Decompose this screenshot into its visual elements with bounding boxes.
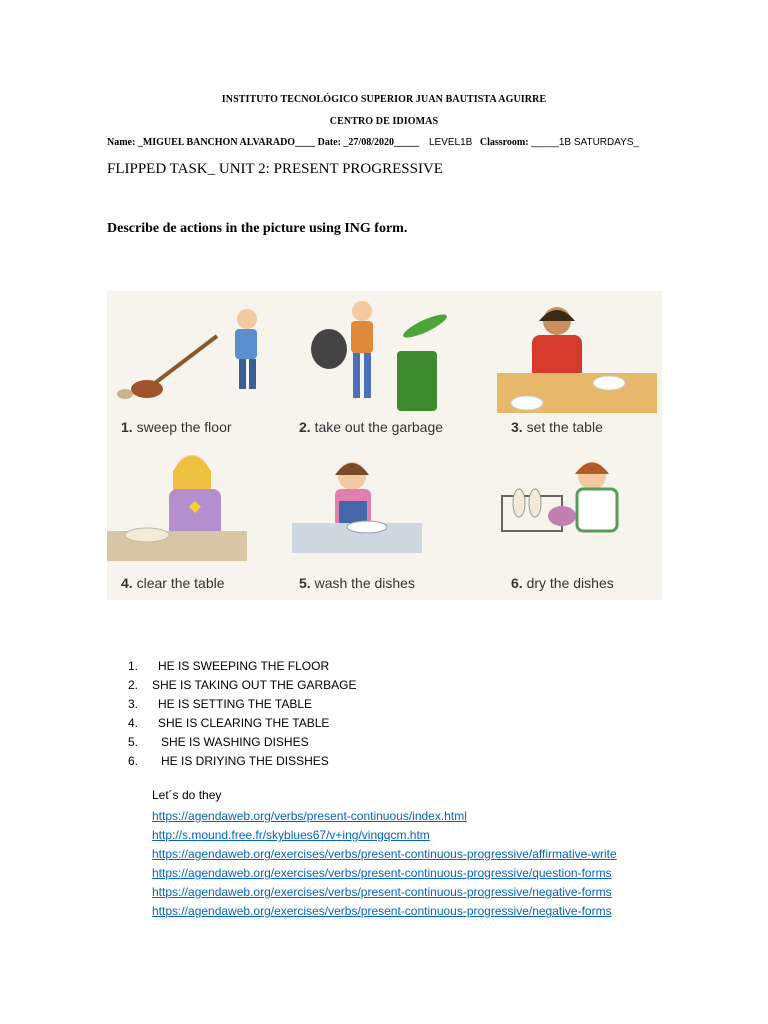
- caption-1: 1. sweep the floor: [121, 419, 232, 435]
- link-list: [152, 807, 617, 921]
- table-setting-boy-illustration: [497, 307, 657, 413]
- exercise-link[interactable]: https://agendaweb.org/exercises/verbs/present-continuous-progressive/negative-forms: [152, 904, 612, 918]
- exercise-link[interactable]: https://agendaweb.org/exercises/verbs/present-continuous-progressive/affirmative-write: [152, 847, 617, 861]
- exercise-link[interactable]: https://agendaweb.org/exercises/verbs/present-continuous-progressive/negative-forms: [152, 885, 612, 899]
- answer-list: [128, 657, 357, 771]
- sweeping-boy-illustration: [117, 309, 257, 399]
- answer-item: 1. HE IS SWEEPING THE FLOOR: [128, 659, 330, 673]
- institute-name: INSTITUTO TECNOLÓGICO SUPERIOR JUAN BAUTISTA AGUIRRE: [221, 94, 547, 105]
- student-info-line: [107, 137, 639, 148]
- level-value: LEVEL1B: [428, 137, 473, 148]
- answer-item: 4. SHE IS CLEARING THE TABLE: [128, 716, 330, 730]
- chores-picture: [107, 291, 662, 600]
- caption-4: 4. clear the table: [121, 575, 225, 591]
- answer-item: 6. HE IS DRIYING THE DISSHES: [128, 754, 329, 768]
- answer-item: 2. SHE IS TAKING OUT THE GARBAGE: [128, 678, 357, 692]
- caption-6: 6. dry the dishes: [511, 575, 614, 591]
- answer-item: 5. SHE IS WASHING DISHES: [128, 735, 309, 749]
- garbage-girl-illustration: [311, 301, 449, 411]
- caption-5: 5. wash the dishes: [299, 575, 415, 591]
- caption-3: 3. set the table: [511, 419, 603, 435]
- drying-boy-illustration: [502, 462, 617, 531]
- classroom-value: _____1B SATURDAYS_: [531, 137, 640, 148]
- answer-item: 3. HE IS SETTING THE TABLE: [128, 697, 313, 711]
- name-value: _MIGUEL BANCHON ALVARADO____: [137, 137, 316, 148]
- exercise-link[interactable]: http://s.mound.free.fr/skyblues67/v+ing/vingqcm.htm: [152, 828, 430, 842]
- lets-do-heading: Let´s do they: [152, 788, 222, 802]
- exercise-link[interactable]: https://agendaweb.org/verbs/present-continuous/index.html: [152, 809, 467, 823]
- chores-illustration: [107, 291, 662, 600]
- classroom-label: Classroom:: [479, 137, 529, 148]
- instruction: Describe de actions in the picture using ING form.: [107, 221, 408, 236]
- center-name: CENTRO DE IDIOMAS: [329, 116, 439, 127]
- name-label: Name:: [107, 137, 136, 148]
- task-title: FLIPPED TASK_ UNIT 2: PRESENT PROGRESSIVE: [107, 161, 443, 177]
- caption-2: 2. take out the garbage: [299, 419, 444, 435]
- date-value: _27/08/2020_____: [343, 137, 419, 148]
- clearing-girl-illustration: [107, 455, 247, 561]
- date-label: Date:: [317, 137, 341, 148]
- exercise-link[interactable]: https://agendaweb.org/exercises/verbs/present-continuous-progressive/question-forms: [152, 866, 612, 880]
- washing-girl-illustration: [292, 462, 422, 553]
